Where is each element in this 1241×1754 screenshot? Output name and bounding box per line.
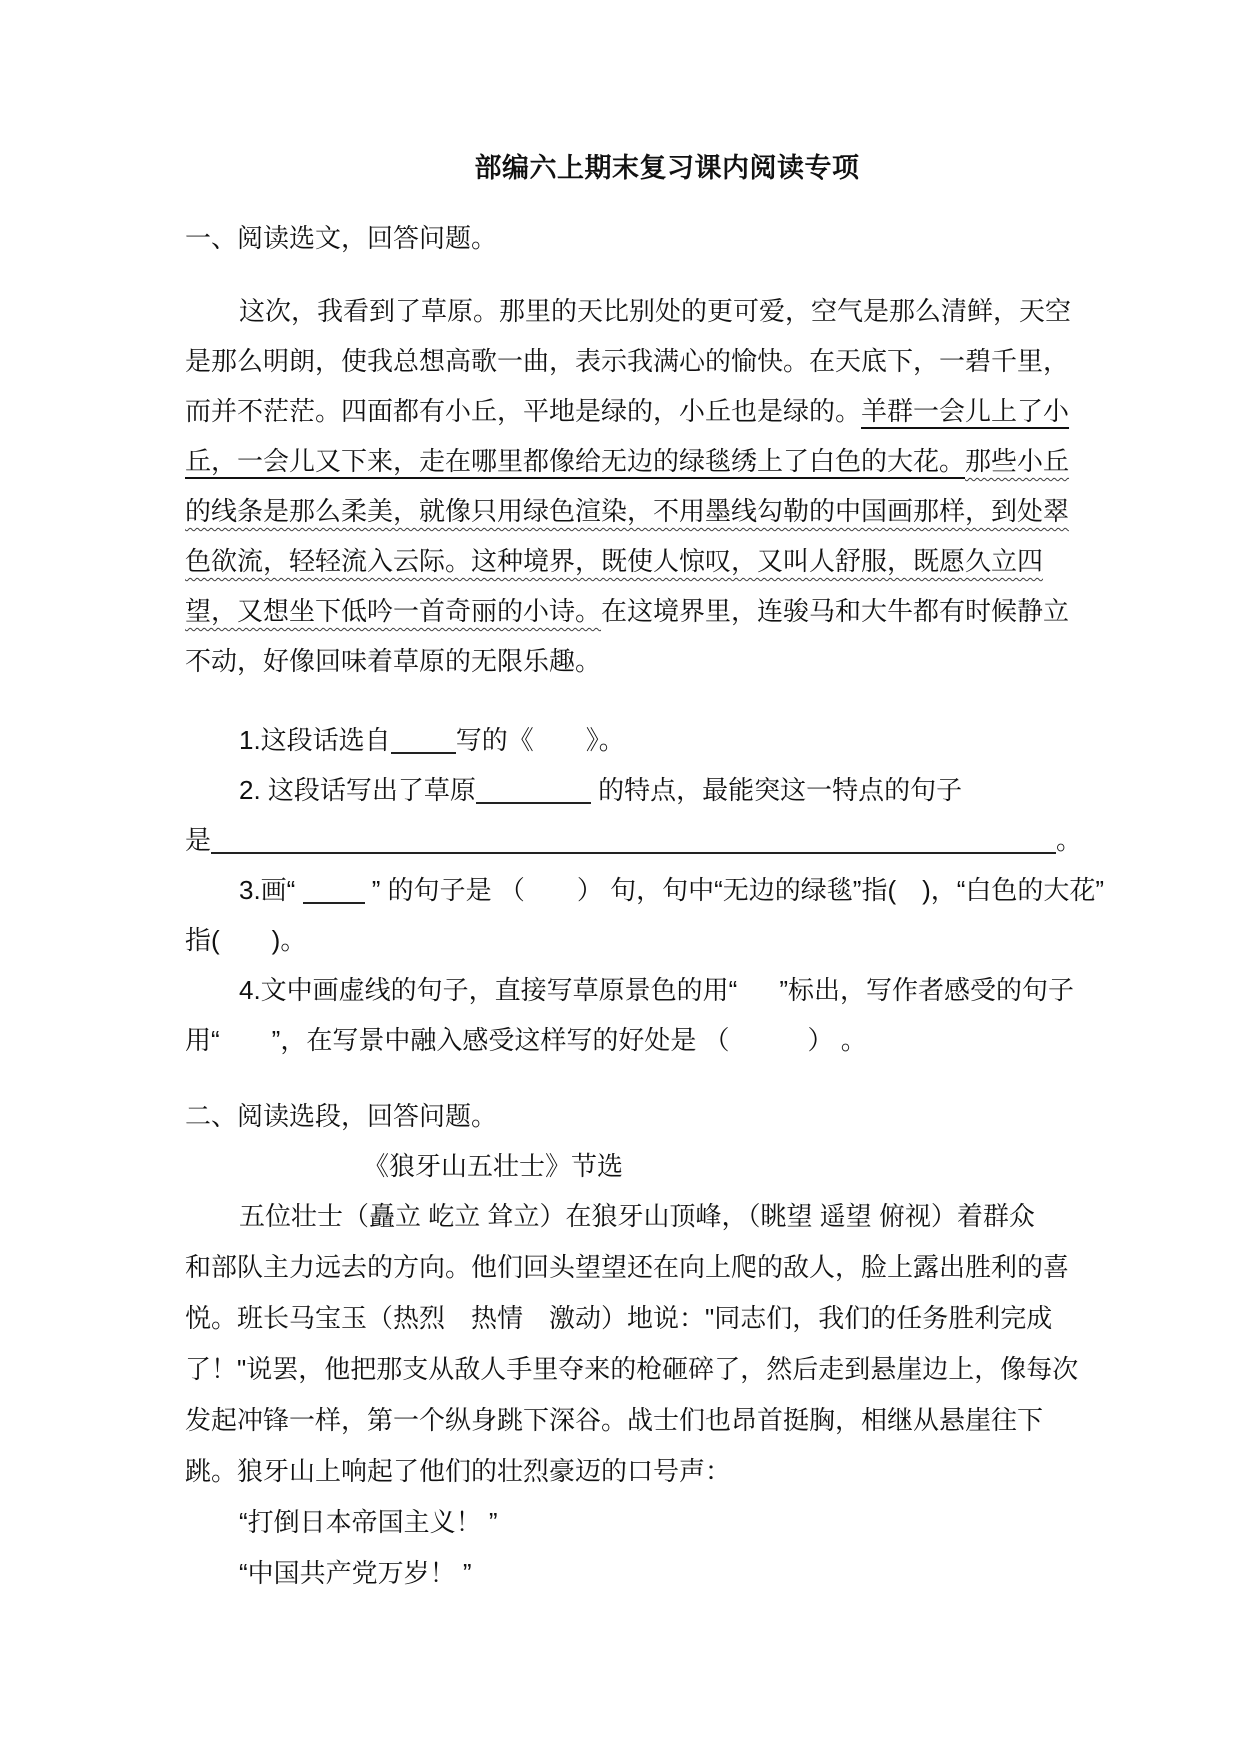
section2-heading: 二、阅读选段，回答问题。: [185, 1101, 498, 1131]
passage1-line-4: [185, 436, 1149, 486]
underline-solid-text: 丘，一会儿又下来，走在哪里都像给无边的绿毯绣上了白色的大花。: [185, 446, 966, 476]
question-4: [185, 965, 1149, 1015]
passage1-text: 在这境界里，连骏马和大牛都有时候静立: [601, 596, 1070, 626]
underline-wavy-text: 那些小丘: [965, 446, 1070, 476]
passage1-line-2: [185, 336, 1149, 386]
blank-wavy: [220, 1031, 272, 1057]
passage1-line-5: [185, 486, 1149, 536]
passage2-text: 发起冲锋一样，第一个纵身跳下深谷。战士们也昂首挺胸，相继从悬崖往下: [185, 1405, 1044, 1435]
blank-solid: [476, 782, 591, 804]
passage2-text: 和部队主力远去的方向。他们回头望望还在向上爬的敌人，脸上露出胜利的喜: [185, 1252, 1070, 1282]
passage2-line-5: [185, 1395, 1149, 1446]
question-3-text: 3.画“: [239, 875, 303, 905]
passage1-text: 这次，我看到了草原。那里的天比别处的更可爱，空气是那么清鲜，天空: [239, 296, 1072, 326]
underline-wavy-text: 的线条是那么柔美，就像只用绿色渲染，不用墨线勾勒的中国画那样，到处翠: [185, 496, 1070, 526]
passage2-text: 跳。狼牙山上响起了他们的壮烈豪迈的口号声：: [185, 1456, 732, 1486]
question-4-text: ”，在写景中融入感受这样写的好处是 （ ） 。: [271, 1025, 867, 1055]
question-3: [185, 865, 1149, 915]
question-2-continuation: [185, 815, 1149, 865]
question-2-text: 2. 这段话写出了草原: [239, 775, 476, 805]
question-4-continuation: [185, 1015, 1149, 1065]
passage1-line-8: [185, 636, 1149, 686]
blank-solid: [391, 732, 456, 754]
passage1-text: 不动，好像回味着草原的无限乐趣。: [185, 646, 602, 676]
passage2-line-4: [185, 1344, 1149, 1395]
passage1-line-6: [185, 536, 1149, 586]
question-2: [185, 765, 1149, 815]
underline-wavy-text: 色欲流，轻轻流入云际。这种境界，既使人惊叹，又叫人舒服，既愿久立四: [185, 546, 1044, 576]
question-1-text: 1.这段话选自: [239, 725, 391, 755]
question-4-text: 4.文中画虚线的句子，直接写草原景色的用“: [239, 975, 738, 1005]
passage1-text: 而并不茫茫。四面都有小丘，平地是绿的，小丘也是绿的。: [185, 396, 862, 426]
slogan-line-2: [185, 1548, 1149, 1599]
passage2-text: 悦。班长马宝玉（热烈 热情 激动）地说："同志们，我们的任务胜利完成: [185, 1303, 1053, 1333]
passage2-line-2: [185, 1242, 1149, 1293]
section1-heading: 一、阅读选文，回答问题。: [185, 223, 498, 253]
passage2-line-3: [185, 1293, 1149, 1344]
slogan-line-1: [185, 1497, 1149, 1548]
passage2-line-6: [185, 1446, 1149, 1497]
question-3-continuation: [185, 915, 1149, 965]
underline-solid-text: 羊群一会儿上了小: [861, 396, 1070, 426]
question-4-text: 用“: [185, 1025, 220, 1055]
question-1-text: 写的《 》。: [455, 725, 625, 755]
underline-wavy-text: 望，又想坐下低吟一首奇丽的小诗。: [185, 596, 602, 626]
passage2-text: 五位壮士（矗立 屹立 耸立）在狼牙山顶峰，（眺望 遥望 俯视）着群众: [239, 1201, 1035, 1231]
blank-wavy: [737, 981, 779, 1007]
question-3-text: ” 的句子是 （ ） 句，句中“无边的绿毯”指( )，“白色的大花”: [364, 875, 1105, 905]
slogan-text: “打倒日本帝国主义！ ”: [239, 1507, 498, 1537]
passage2: [185, 1191, 1149, 1599]
passage1-line-3: [185, 386, 1149, 436]
question-2-text: 。: [1056, 825, 1083, 855]
passage2-text: 了！"说罢，他把那支从敌人手里夺来的枪砸碎了，然后走到悬崖边上，像每次: [185, 1354, 1079, 1384]
passage2-subtitle: 《狼牙山五壮士》节选: [363, 1151, 624, 1181]
question-3-text: 指( )。: [185, 925, 307, 955]
passage1-line-1: [185, 286, 1149, 336]
questions: [185, 715, 1149, 1065]
passage2-line-1: [185, 1191, 1149, 1242]
passage1-text: 是那么明朗，使我总想高歌一曲，表示我满心的愉快。在天底下，一碧千里，: [185, 346, 1070, 376]
question-2-text: 的特点，最能突这一特点的句子: [590, 775, 963, 805]
passage1-line-7: [185, 586, 1149, 636]
question-4-text: ”标出，写作者感受的句子: [779, 975, 1075, 1005]
passage1: [185, 286, 1149, 686]
slogan-text: “中国共产党万岁！ ”: [239, 1558, 472, 1588]
doc-title: 部编六上期末复习课内阅读专项: [474, 153, 860, 183]
question-2-text: 是: [185, 825, 212, 855]
blank-solid: [211, 832, 1056, 854]
blank-solid: [303, 882, 365, 904]
question-1: [185, 715, 1149, 765]
